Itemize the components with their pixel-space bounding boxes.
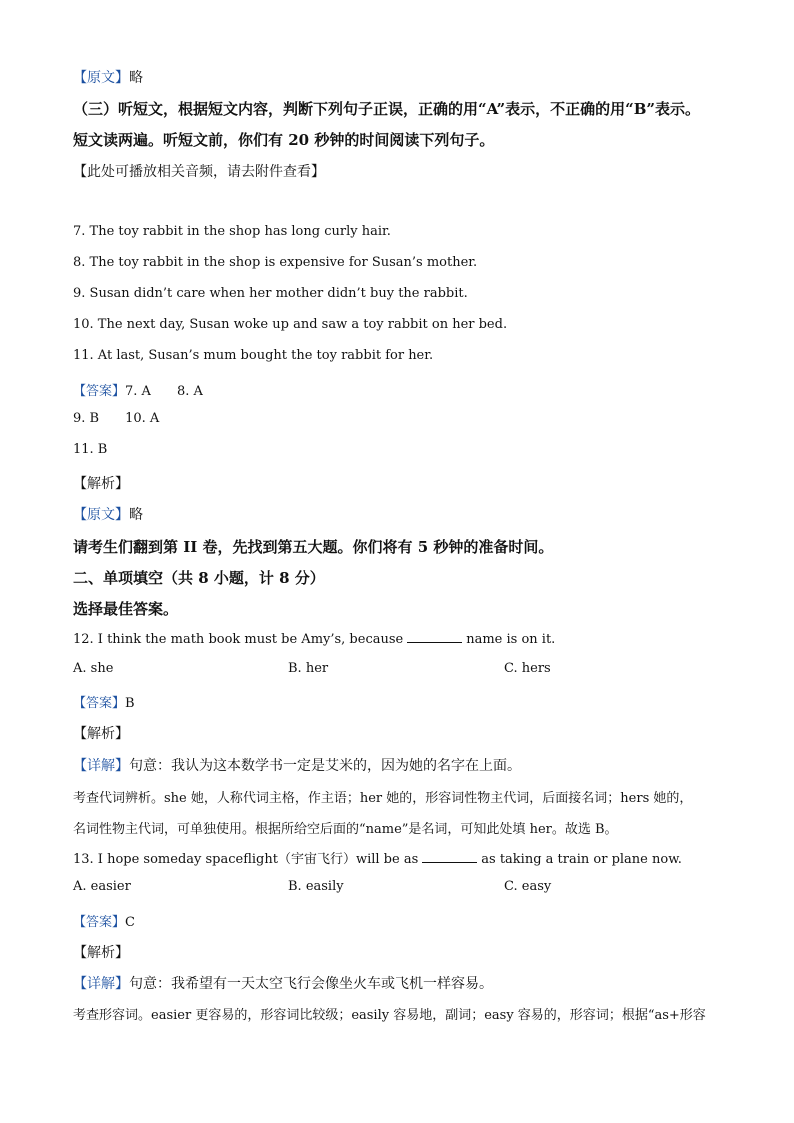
statement-item: 10. The next day, Susan woke up and saw a toy rabbit on her bed. — [73, 317, 508, 332]
detail-text: 句意：我认为这本数学书一定是艾米的，因为她的名字在上面。 — [129, 758, 521, 774]
answer-item: 8. A — [176, 384, 203, 399]
original-value: 略 — [129, 70, 143, 86]
original-label: 【原文】 — [73, 507, 129, 523]
answer-item: 7. A — [125, 384, 151, 399]
analysis-label: 【解析】 — [73, 476, 129, 492]
answer-blank — [422, 850, 477, 863]
answer-item: 11. B — [73, 442, 108, 457]
statement-item: 7. The toy rabbit in the shop has long curly hair. — [73, 224, 391, 239]
original-text-1 — [73, 67, 143, 87]
answer-item: 10. A — [125, 411, 160, 426]
question-stem-after: as taking a train or plane now. — [481, 852, 682, 867]
answer-item: 9. B — [73, 411, 100, 426]
section3-heading-line2: 短文读两遍。听短文前，你们有 20 秒钟的时间阅读下列句子。 — [73, 131, 495, 149]
answer-value: B — [125, 696, 135, 711]
question-stem-before: 12. I think the math book must be Amy’s, because — [73, 632, 404, 647]
question-stem-before: 13. I hope someday spaceflight（宇宙飞行）will be as — [73, 852, 419, 867]
option-a: A. easier — [73, 879, 131, 894]
option-c: C. easy — [504, 879, 552, 894]
explanation-line: 考查形容词。easier 更容易的，形容词比较级；easily 容易地，副词；easy 容易的，形容词；根据“as+形容 — [73, 1008, 706, 1023]
question-12 — [73, 630, 555, 647]
option-b: B. easily — [288, 879, 344, 894]
answers-line-2 — [73, 411, 159, 426]
analysis-label: 【解析】 — [73, 945, 129, 961]
option-b: B. her — [288, 661, 329, 676]
statement-item: 11. At last, Susan’s mum bought the toy rabbit for her. — [73, 348, 434, 363]
original-label: 【原文】 — [73, 70, 129, 86]
question-13 — [73, 848, 682, 867]
part2-subtitle: 选择最佳答案。 — [73, 600, 179, 618]
instruction-text: 请考生们翻到第 II 卷，先找到第五大题。你们将有 5 秒钟的准备时间。 — [73, 538, 554, 556]
detail-label: 【详解】 — [73, 758, 129, 774]
detail-line — [73, 755, 521, 775]
detail-text: 句意：我希望有一天太空飞行会像坐火车或飞机一样容易。 — [129, 976, 493, 992]
explanation-line: 考查代词辨析。she 她，人称代词主格，作主语；her 她的，形容词性物主代词，后面接名词；hers 她的， — [73, 791, 693, 806]
question-stem-after: name is on it. — [466, 632, 556, 647]
audio-note: 【此处可播放相关音频，请去附件查看】 — [73, 164, 325, 180]
answer-blank — [407, 630, 462, 643]
detail-line — [73, 973, 493, 993]
section3-heading-line1: （三）听短文，根据短文内容，判断下列句子正误，正确的用“A”表示，不正确的用“B”表示。 — [73, 100, 701, 118]
analysis-label: 【解析】 — [73, 726, 129, 742]
statement-item: 9. Susan didn’t care when her mother didn’t buy the rabbit. — [73, 286, 468, 301]
part2-title: 二、单项填空（共 8 小题，计 8 分） — [73, 569, 325, 587]
answer-label: 【答案】 — [73, 696, 126, 711]
answers-line-1 — [73, 380, 203, 399]
answer-label: 【答案】 — [73, 384, 126, 399]
answer-label: 【答案】 — [73, 915, 126, 930]
answer-line — [73, 911, 135, 930]
option-c: C. hers — [504, 661, 551, 676]
statement-item: 8. The toy rabbit in the shop is expensive for Susan’s mother. — [73, 255, 478, 270]
original-value: 略 — [129, 507, 143, 523]
answer-line — [73, 692, 135, 711]
explanation-line: 名词性物主代词，可单独使用。根据所给空后面的“name”是名词，可知此处填 her。故选 B。 — [73, 822, 618, 837]
original-text-2 — [73, 504, 143, 524]
answer-value: C — [125, 915, 135, 930]
option-a: A. she — [73, 661, 114, 676]
detail-label: 【详解】 — [73, 976, 129, 992]
